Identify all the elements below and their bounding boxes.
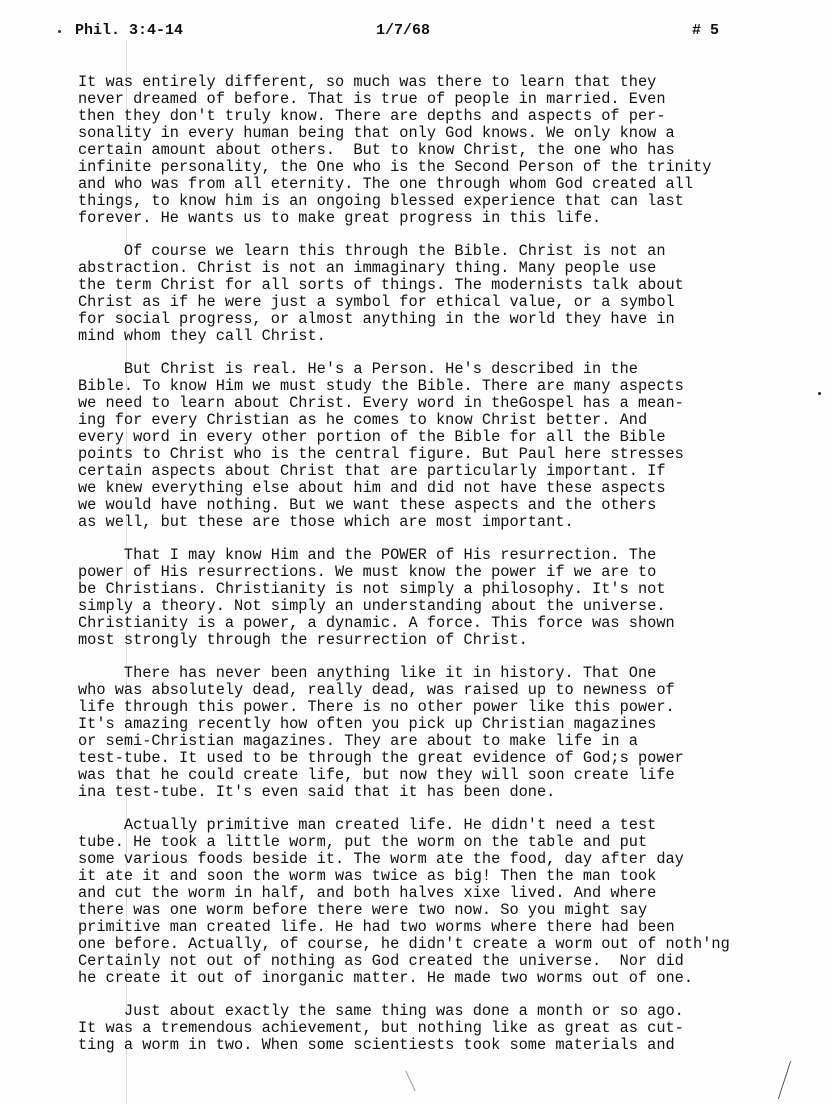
- text-line: most strongly through the resurrection of Christ.: [78, 631, 528, 649]
- text-line: ting a worm in two. When some scientiests took some materials and: [78, 1036, 675, 1054]
- text-line: Just about exactly the same thing was done a month or so ago.: [78, 1002, 684, 1020]
- text-line: infinite personality, the One who is the Second Person of the trinity: [78, 158, 712, 176]
- text-line: it ate it and soon the worm was twice as big! Then the man took: [78, 867, 657, 885]
- text-line: for social progress, or almost anything in the world they have in: [78, 310, 675, 328]
- paragraph: [78, 547, 832, 649]
- text-line: be Christians. Christianity is not simply a philosophy. It's not: [78, 580, 666, 598]
- text-line: power of His resurrections. We must know the power if we are to: [78, 563, 657, 581]
- paragraph: [78, 243, 832, 345]
- ink-speck: [818, 392, 821, 395]
- text-line: Certainly not out of nothing as God created the universe. Nor did: [78, 952, 684, 970]
- scripture-reference: Phil. 3:4-14: [75, 22, 184, 39]
- text-line: who was absolutely dead, really dead, was raised up to newness of: [78, 681, 675, 699]
- text-line: ina test-tube. It's even said that it has been done.: [78, 783, 556, 801]
- text-line: things, to know him is an ongoing blessed experience that can last: [78, 192, 684, 210]
- text-line: Of course we learn this through the Bible. Christ is not an: [78, 242, 666, 260]
- text-line: or semi-Christian magazines. They are about to make life in a: [78, 732, 638, 750]
- text-line: we knew everything else about him and did not have these aspects: [78, 479, 666, 497]
- text-line: then they don't truly know. There are depths and aspects of per-: [78, 107, 666, 125]
- text-line: Christianity is a power, a dynamic. A force. This force was shown: [78, 614, 675, 632]
- text-line: every word in every other portion of the Bible for all the Bible: [78, 428, 666, 446]
- text-line: abstraction. Christ is not an immaginary thing. Many people use: [78, 259, 657, 277]
- text-line: never dreamed of before. That is true of people in married. Even: [78, 90, 666, 108]
- text-line: there was one worm before there were two now. So you might say: [78, 901, 648, 919]
- text-line: It was a tremendous achievement, but nothing like as great as cut-: [78, 1019, 684, 1037]
- text-line: certain amount about others. But to know Christ, the one who has: [78, 141, 675, 159]
- text-line: and who was from all eternity. The one through whom God created all: [78, 175, 694, 193]
- text-line: life through this power. There is no other power like this power.: [78, 698, 675, 716]
- page-number: # 5: [692, 22, 720, 39]
- text-line: primitive man created life. He had two worms where there had been: [78, 918, 675, 936]
- text-line: we would have nothing. But we want these aspects and the others: [78, 496, 657, 514]
- text-line: That I may know Him and the POWER of His resurrection. The: [78, 546, 657, 564]
- text-line: we need to learn about Christ. Every word in theGospel has a mean-: [78, 394, 684, 412]
- text-line: It's amazing recently how often you pick up Christian magazines: [78, 715, 657, 733]
- text-line: sonality in every human being that only God knows. We only know a: [78, 124, 675, 142]
- text-line: points to Christ who is the central figure. But Paul here stresses: [78, 445, 684, 463]
- text-line: he create it out of inorganic matter. He made two worms out of one.: [78, 969, 694, 987]
- paragraph: [78, 361, 832, 531]
- page-header: [0, 22, 832, 42]
- text-line: one before. Actually, of course, he didn't create a worm out of noth'ng: [78, 935, 730, 953]
- text-line: Actually primitive man created life. He didn't need a test: [78, 816, 657, 834]
- text-line: But Christ is real. He's a Person. He's described in the: [78, 360, 638, 378]
- text-line: Bible. To know Him we must study the Bible. There are many aspects: [78, 377, 684, 395]
- text-line: and cut the worm in half, and both halves xixe lived. And where: [78, 884, 657, 902]
- text-line: test-tube. It used to be through the great evidence of God;s power: [78, 749, 684, 767]
- sermon-date: 1/7/68: [376, 22, 431, 39]
- paragraph: [78, 817, 832, 987]
- text-line: It was entirely different, so much was there to learn that they: [78, 73, 657, 91]
- text-line: There has never been anything like it in history. That One: [78, 664, 657, 682]
- text-line: certain aspects about Christ that are particularly important. If: [78, 462, 666, 480]
- text-line: simply a theory. Not simply an understanding about the universe.: [78, 597, 666, 615]
- text-line: mind whom they call Christ.: [78, 327, 326, 345]
- text-line: Christ as if he were just a symbol for ethical value, or a symbol: [78, 293, 675, 311]
- text-line: forever. He wants us to make great progress in this life.: [78, 209, 602, 227]
- paper-scratch: [405, 1071, 415, 1091]
- text-line: ing for every Christian as he comes to know Christ better. And: [78, 411, 648, 429]
- text-line: tube. He took a little worm, put the worm on the table and put: [78, 833, 648, 851]
- sermon-body: [78, 74, 832, 1070]
- text-line: was that he could create life, but now they will soon create life: [78, 766, 675, 784]
- text-line: as well, but these are those which are most important.: [78, 513, 574, 531]
- text-line: some various foods beside it. The worm ate the food, day after day: [78, 850, 684, 868]
- text-line: the term Christ for all sorts of things. The modernists talk about: [78, 276, 684, 294]
- paragraph: [78, 665, 832, 801]
- paragraph: [78, 74, 832, 227]
- paragraph: [78, 1003, 832, 1054]
